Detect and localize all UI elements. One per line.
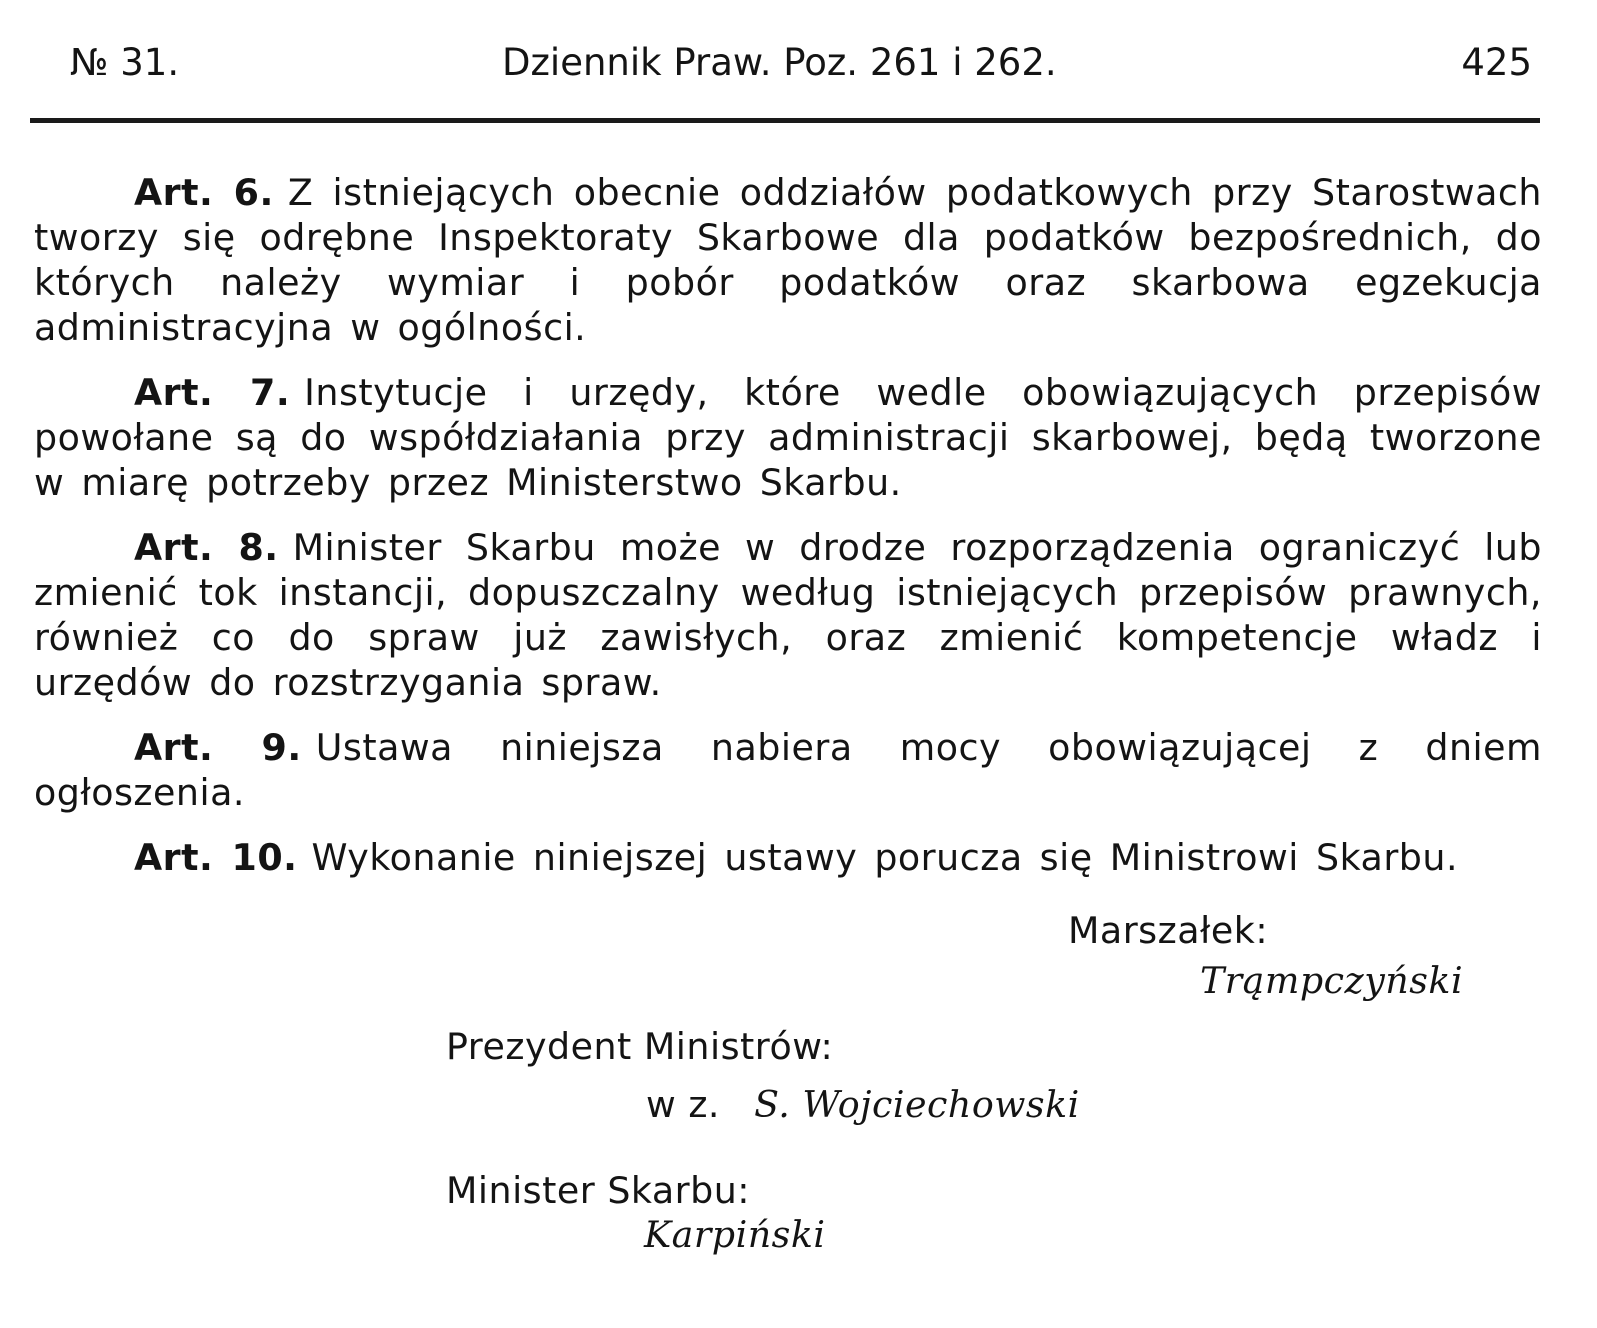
minister-title: Minister Skarbu: [446,1169,751,1212]
article-label: Art. 10. [134,836,298,879]
article-8 [34,525,1542,705]
article-text: Minister Skarbu może w drodze rozporządzenia ograniczyć lub zmienić tok instancji, dopuszczalny według istniejących przepisów prawnych, również co do spraw już zawisłych, oraz zmienić kompetencje władz i urzędów do rozstrzygania spraw. [34,526,1542,704]
article-text: Instytucje i urzędy, które wedle obowiązujących przepisów powołane są do współdziałania przy administracji skarbowej, będą tworzone w miarę potrzeby przez Ministerstwo Skarbu. [34,371,1542,504]
president-signature [646,1082,1080,1127]
article-7 [34,370,1542,505]
page-number: 425 [1461,41,1532,84]
header-rule [30,118,1540,123]
president-name: S. Wojciechowski [754,1083,1080,1126]
articles-body [34,170,1542,900]
article-label: Art. 6. [134,171,274,214]
article-label: Art. 8. [134,526,279,569]
journal-title: Dziennik Praw. Poz. 261 i 262. [502,41,1057,84]
minister-name: Karpiński [644,1213,826,1256]
article-10 [34,835,1542,880]
article-text: Ustawa niniejsza nabiera mocy obowiązującej z dniem ogłoszenia. [34,726,1542,814]
president-title: Prezydent Ministrów: [446,1025,834,1068]
article-6 [34,170,1542,350]
article-text: Wykonanie niniejszej ustawy porucza się Ministrowi Skarbu. [311,836,1459,879]
page-header [70,38,1532,88]
article-label: Art. 7. [134,371,291,414]
article-label: Art. 9. [134,726,302,769]
issue-number: № 31. [70,41,180,84]
marshal-name: Trąmpczyński [1200,959,1464,1002]
marshal-title: Marszałek: [1068,909,1269,952]
article-text: Z istniejących obecnie oddziałów podatkowych przy Starostwach tworzy się odrębne Inspektoraty Skarbowe dla podatków bezpośrednich, do których należy wymiar i pobór podatków oraz skarbowa egzekucja administracyjna w ogólności. [34,171,1542,349]
president-prefix: w z. [646,1083,720,1126]
article-9 [34,725,1542,815]
